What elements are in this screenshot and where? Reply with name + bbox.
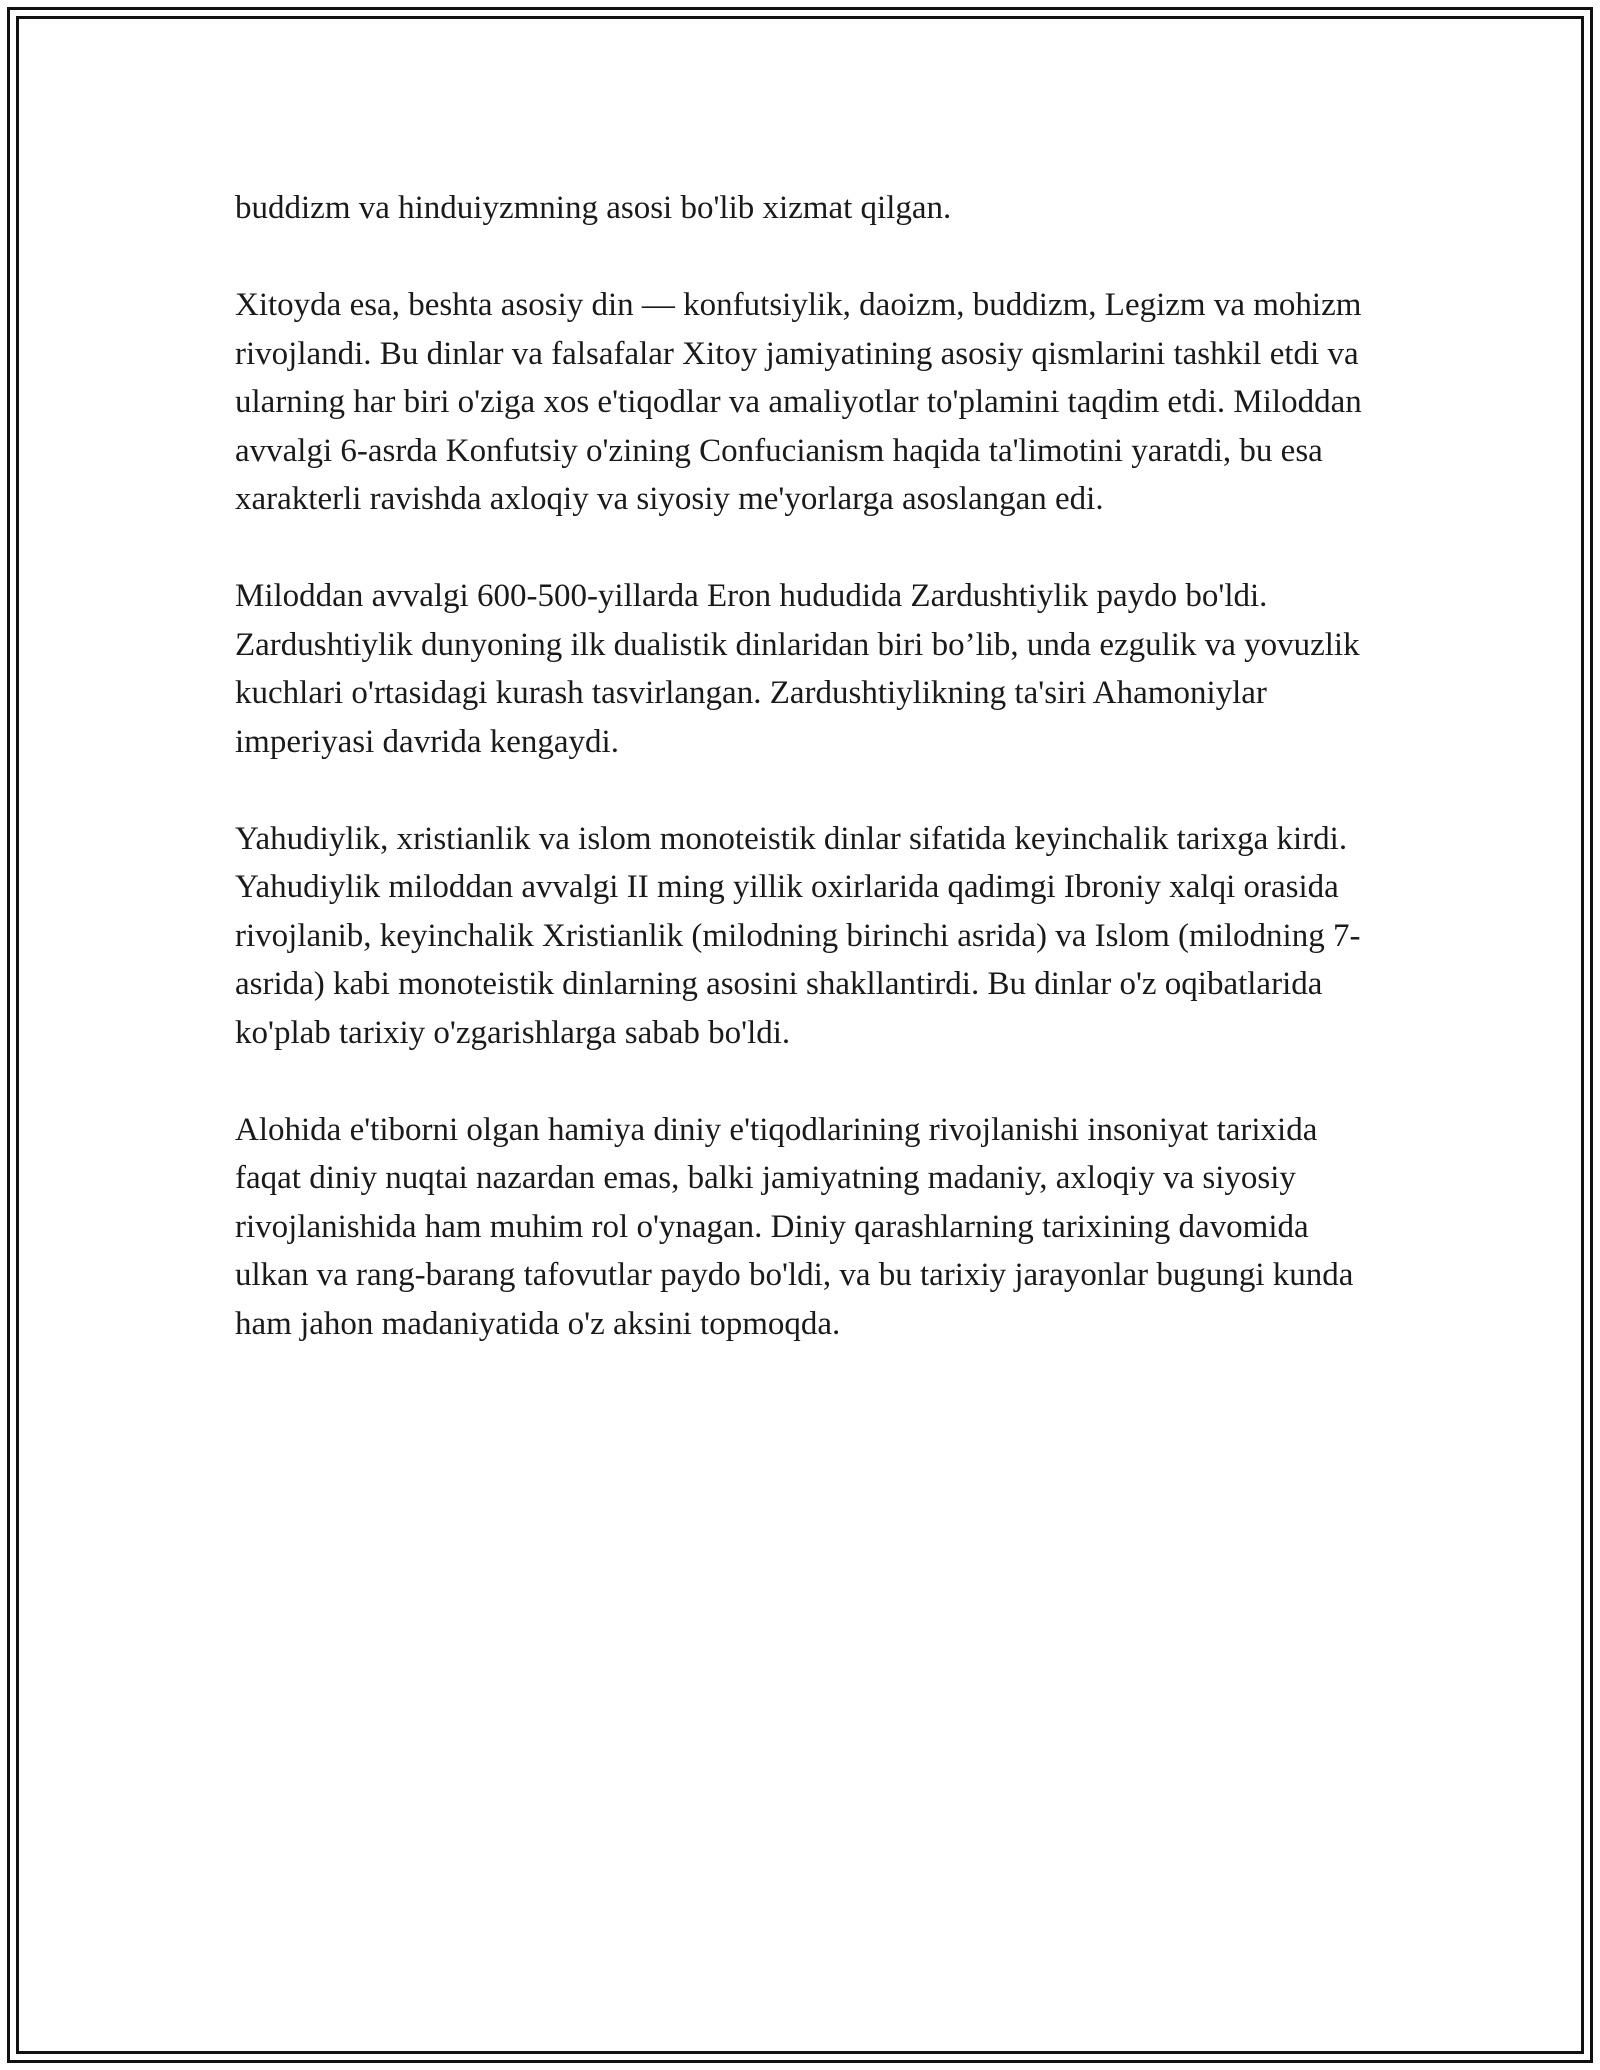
- paragraph-3: Miloddan avvalgi 600-500-yillarda Eron hududida Zardushtiylik paydo bo'ldi. Zardushtiylik dunyoning ilk dualistik dinlaridan biri bo’lib, unda ezgulik va yovuzlik kuchlari o'rtasidagi kurash tasvirlangan. Zardushtiylikning ta'siri Ahamoniylar imperiyasi davrida kengaydi.: [235, 578, 1360, 760]
- paragraph-5: Alohida e'tiborni olgan hamiya diniy e'tiqodlarining rivojlanishi insoniyat tarixida faqat diniy nuqtai nazardan emas, balki jamiyatning madaniy, axloqiy va siyosiy rivojlanishida ham muhim rol o'ynagan. Diniy qarashlarning tarixining davomida ulkan va rang-barang tafovutlar paydo bo'ldi, va bu tarixiy jarayonlar bugungi kunda ham jahon madaniyatida o'z aksini topmoqda.: [235, 1111, 1354, 1342]
- paragraph-4: Yahudiylik, xristianlik va islom monoteistik dinlar sifatida keyinchalik tarixga kirdi. Yahudiylik miloddan avvalgi II ming yillik oxirlarida qadimgi Ibroniy xalqi orasida rivojlanib, keyinchalik Xristianlik (milodning birinchi asrida) va Islom (milodning 7-asrida) kabi monoteistik dinlarning asosini shakllantirdi. Bu dinlar o'z oqibatlarida ko'plab tarixiy o'zgarishlarga sabab bo'ldi.: [235, 820, 1361, 1051]
- paragraph-1: buddizm va hinduiyzmning asosi bo'lib xizmat qilgan.: [235, 190, 952, 226]
- paragraph-2: Xitoyda esa, beshta asosiy din — konfutsiylik, daoizm, buddizm, Legizm va mohizm rivojlandi. Bu dinlar va falsafalar Xitoy jamiyatining asosiy qismlarini tashkil etdi va ularning har biri o'ziga xos e'tiqodlar va amaliyotlar to'plamini taqdim etdi. Miloddan avvalgi 6-asrda Konfutsiy o'zining Confucianism haqida ta'limotini yaratdi, bu esa xarakterli ravishda axloqiy va siyosiy me'yorlarga asoslangan edi.: [235, 287, 1362, 517]
- document-body: [235, 184, 1375, 1397]
